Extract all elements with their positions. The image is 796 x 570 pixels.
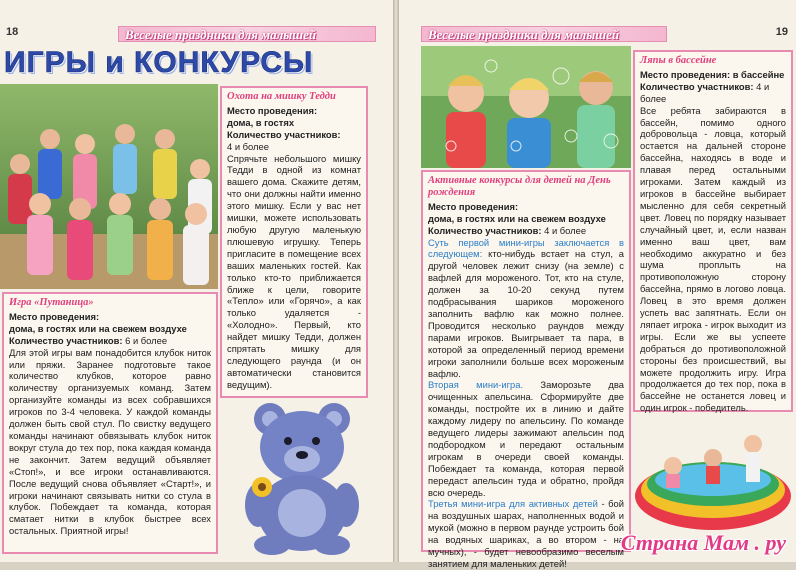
active-place-label: Место проведения: xyxy=(428,200,519,212)
children-group-photo xyxy=(0,84,218,289)
tangle-game-article xyxy=(2,292,218,554)
first-mini-game-lead: Суть первой мини-игры заключается в следующем: xyxy=(428,236,624,260)
page-number-right: 19 xyxy=(775,26,788,38)
running-header-left: Веселые праздники для малышей xyxy=(118,26,376,42)
first-mini-game-paragraph xyxy=(428,237,624,380)
pool-count-label: Количество участников: xyxy=(640,80,754,92)
tangle-count-label: Количество участников: xyxy=(9,334,123,346)
tangle-count-value: 6 и более xyxy=(125,334,168,346)
third-mini-game-text: - бой на воздушных шарах, наполненных водой и мукой (можно в первом раунде устроить бой на водяных шариках, а во втором - на мучных), - будет невообразимо веселым занятием для маленьких детей! xyxy=(428,498,624,569)
active-contests-article xyxy=(421,170,631,569)
tangle-place-label: Место проведения: xyxy=(9,310,100,322)
teddy-hunt-text: Спрячьте небольшого мишку Тедди в одной из комнат вашего дома. Скажите детям, что они должны найти именно этого мишку. Если у вас нет мишки, можете использовать любую другую маленькую плюшевую игрушку. Теперь пригласите в помещение всех ваших маленьких гостей. Как только кто-то приближается ближе к цели, говорите «Тепло» или «Горячо», а как только удаляется - «Холодно». Первый, кто найдет мишку Тедди, должен спрятать мишку для следующего раунда (и он автоматически становится ведущим). xyxy=(227,152,361,390)
active-contests-heading: Активные конкурсы для детей на День рождения xyxy=(428,175,611,198)
pool-count-value: 4 и более xyxy=(640,80,770,104)
third-mini-game-lead: Третья мини-игра для активных детей xyxy=(428,498,598,510)
tangle-game-text: Для этой игры вам понадобится клубок ниток или пряжи. Заранее подготовьте такое количество клубков, которое равно количеству организуемых команд. Затем организуйте команды из всех собравшихся игроков по 3-4 человека. У каждой команды должен быть свой стул. По свистку ведущего команды начинают обвязывать клубок ниток вокруг стула до тех пор, пока каждая команда не закончит. Затем ведущий объявляет «Стоп!», и все игроки останавливаются. После ведущий снова объявляет «Старт!», и игроки начинают связывать нитки со стула в клубок. Побеждает та команда, которая сматает нитки в клубок быстрее всех остальных. Приятной игры! xyxy=(9,346,211,537)
second-mini-game-text: Заморозьте два очищенных апельсина. Сформируйте две команды, постройте их в линию и дайте каждому лидеру по апельсину. По команде ведущего лидеры зажимают апельсин под подбородком и передают остальным игрокам в очереди своей команды. Побеждает та команда, которая первой передаст апельсин туда и обратно, пройдя всю очередь. xyxy=(428,379,624,498)
active-count-label: Количество участников: xyxy=(428,224,542,236)
teddy-bear-illustration xyxy=(232,395,372,555)
teddy-hunt-heading: Охота на мишку Тедди xyxy=(227,91,336,102)
children-bubbles-photo xyxy=(421,46,631,168)
kids-pool-photo xyxy=(633,414,793,534)
pool-tag-heading: Ляпы в бассейне xyxy=(640,55,717,66)
tangle-place-value: дома, в гостях или на свежем воздухе xyxy=(9,322,187,334)
teddy-count-label: Количество участников: xyxy=(227,128,341,140)
right-page xyxy=(399,0,796,569)
second-mini-game-lead: Вторая мини-игра. xyxy=(428,379,524,391)
teddy-place-value: дома, в гостях xyxy=(227,116,295,128)
active-place-value: дома, в гостях или на свежем воздухе xyxy=(428,212,606,224)
pool-tag-article xyxy=(633,50,793,412)
page-title: ИГРЫ и КОНКУРСЫ xyxy=(4,46,314,79)
active-count-value: 4 и более xyxy=(544,224,587,236)
second-mini-game-paragraph xyxy=(428,379,624,498)
running-header-right: Веселые праздники для малышей xyxy=(421,26,667,42)
pool-place-label: Место проведения: xyxy=(640,68,731,80)
site-watermark: Страна Мам . ру xyxy=(620,530,786,555)
page-number-left: 18 xyxy=(6,26,19,38)
teddy-count-value: 4 и более xyxy=(227,140,269,152)
tangle-game-heading: Игра «Путаница» xyxy=(9,297,94,308)
first-mini-game-text: кто-нибудь встает на стул, а другой человек лежит снизу (на земле) с вафлей для мороженого. Тот, кто на стуле, должен за 10-20 секунд путем подбрасывания шариков мороженого заполнить вафлю как можно полнее. Проводится несколько раундов между парами игроков. Выигрывает та пара, в которой за определенный период времени игроки заполнили больше всех мороженым вафлю. xyxy=(428,248,625,379)
left-page xyxy=(0,0,393,562)
teddy-place-label: Место проведения: xyxy=(227,104,318,116)
teddy-hunt-article xyxy=(220,86,368,398)
third-mini-game-paragraph xyxy=(428,498,624,569)
pool-tag-text: Все ребята забираются в бассейн, помимо одного добровольца - ловца, который остается на дальней стороне бассейна, находясь в воде и плавая перед остальными игроками. Затем каждый из игроков в бассейне выбирает мысленно для себя секретный цвет. Ловец по порядку называет случайный цвет, и, если назван именно ваш цвет, вам необходимо аккуратно и без шума проплыть на противоположную сторону бассейна, прямо в логово ловца. Ловец в это время должен успеть вас запятнать. Если он ляпает игрока - игрок выходит из игры. Если же вы успеете добраться до противоположной стороны без происшествий, вы можете продолжить игру. Игра продолжается до тех пор, пока в бассейне не останется ловец и один игрок - победитель. xyxy=(640,104,786,414)
pool-place-value: в бассейне xyxy=(732,68,785,80)
